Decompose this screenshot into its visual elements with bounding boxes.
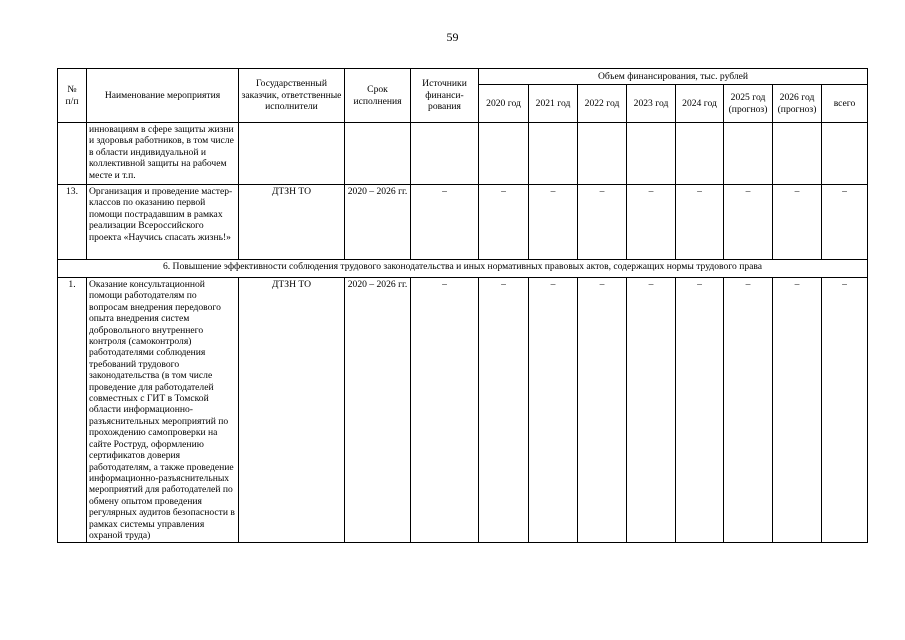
row-num: 13. xyxy=(58,185,87,260)
row-value: – xyxy=(822,278,868,543)
row-sources: – xyxy=(411,278,479,543)
row-value: – xyxy=(724,185,773,260)
row-customer xyxy=(239,123,345,185)
section-title: 6. Повышение эффективности соблюдения трудового законодательства и иных нормативных правовых актов, содержащих нормы трудового права xyxy=(58,260,868,278)
row-value: – xyxy=(578,185,627,260)
page-number: 59 xyxy=(446,30,459,44)
header-year-2026: 2026 год (прогноз) xyxy=(773,85,822,123)
section-row xyxy=(58,260,868,278)
row-value xyxy=(676,123,724,185)
row-name: инновациям в сфере защиты жизни и здоровья работников, в том числе в области индивидуальной и коллективной защиты на рабочем месте и т.п. xyxy=(87,123,239,185)
row-value xyxy=(578,123,627,185)
row-value: – xyxy=(627,278,676,543)
header-term: Срок исполнения xyxy=(345,69,411,123)
header-year-2021: 2021 год xyxy=(529,85,578,123)
row-name: Оказание консультационной помощи работодателям по вопросам внедрения передового опыта внедрения систем добровольного внутреннего контроля (самоконтроля) работодателями соблюдения требований трудового законодательства (в том числе проведение для работодателей совместных с ГИТ в Томской области информационно-разъяснительных мероприятий по прохождению самопроверки на сайте Роструд, оформлению сертификатов доверия работодателям, а также проведение информационно-разъяснительных мероприятий для работодателей по обмену опытом проведения регулярных аудитов безопасности в рамках системы управления охраной труда) xyxy=(87,278,239,543)
table-row xyxy=(58,278,868,543)
row-customer: ДТЗН ТО xyxy=(239,185,345,260)
row-value: – xyxy=(724,278,773,543)
row-value: – xyxy=(529,185,578,260)
row-value: – xyxy=(529,278,578,543)
row-value xyxy=(627,123,676,185)
header-year-2022: 2022 год xyxy=(578,85,627,123)
financing-table xyxy=(57,68,868,543)
header-funding-group: Объем финансирования, тыс. рублей xyxy=(479,69,868,85)
row-value: – xyxy=(676,278,724,543)
row-term xyxy=(345,123,411,185)
row-value: – xyxy=(773,185,822,260)
table-row xyxy=(58,123,868,185)
row-num: 1. xyxy=(58,278,87,543)
header-customer: Государственный заказчик, ответственные исполнители xyxy=(239,69,345,123)
header-year-2024: 2024 год xyxy=(676,85,724,123)
row-name: Организация и проведение мастер-классов по оказанию первой помощи пострадавшим в рамках реализации Всероссийского проекта «Научись спасать жизнь!» xyxy=(87,185,239,260)
table-row xyxy=(58,185,868,260)
row-value: – xyxy=(773,278,822,543)
row-sources: – xyxy=(411,185,479,260)
header-total: всего xyxy=(822,85,868,123)
row-value: – xyxy=(479,278,529,543)
row-value: – xyxy=(627,185,676,260)
row-customer: ДТЗН ТО xyxy=(239,278,345,543)
row-value: – xyxy=(479,185,529,260)
row-value xyxy=(822,123,868,185)
row-term: 2020 – 2026 гг. xyxy=(345,185,411,260)
row-num xyxy=(58,123,87,185)
header-year-2020: 2020 год xyxy=(479,85,529,123)
row-value xyxy=(479,123,529,185)
row-value xyxy=(724,123,773,185)
header-name: Наименование мероприятия xyxy=(87,69,239,123)
header-sources: Источники финанси-рования xyxy=(411,69,479,123)
row-value: – xyxy=(578,278,627,543)
row-value xyxy=(773,123,822,185)
row-sources xyxy=(411,123,479,185)
row-term: 2020 – 2026 гг. xyxy=(345,278,411,543)
header-year-2025: 2025 год (прогноз) xyxy=(724,85,773,123)
header-num: № п/п xyxy=(58,69,87,123)
row-value: – xyxy=(676,185,724,260)
header-year-2023: 2023 год xyxy=(627,85,676,123)
row-value: – xyxy=(822,185,868,260)
row-value xyxy=(529,123,578,185)
